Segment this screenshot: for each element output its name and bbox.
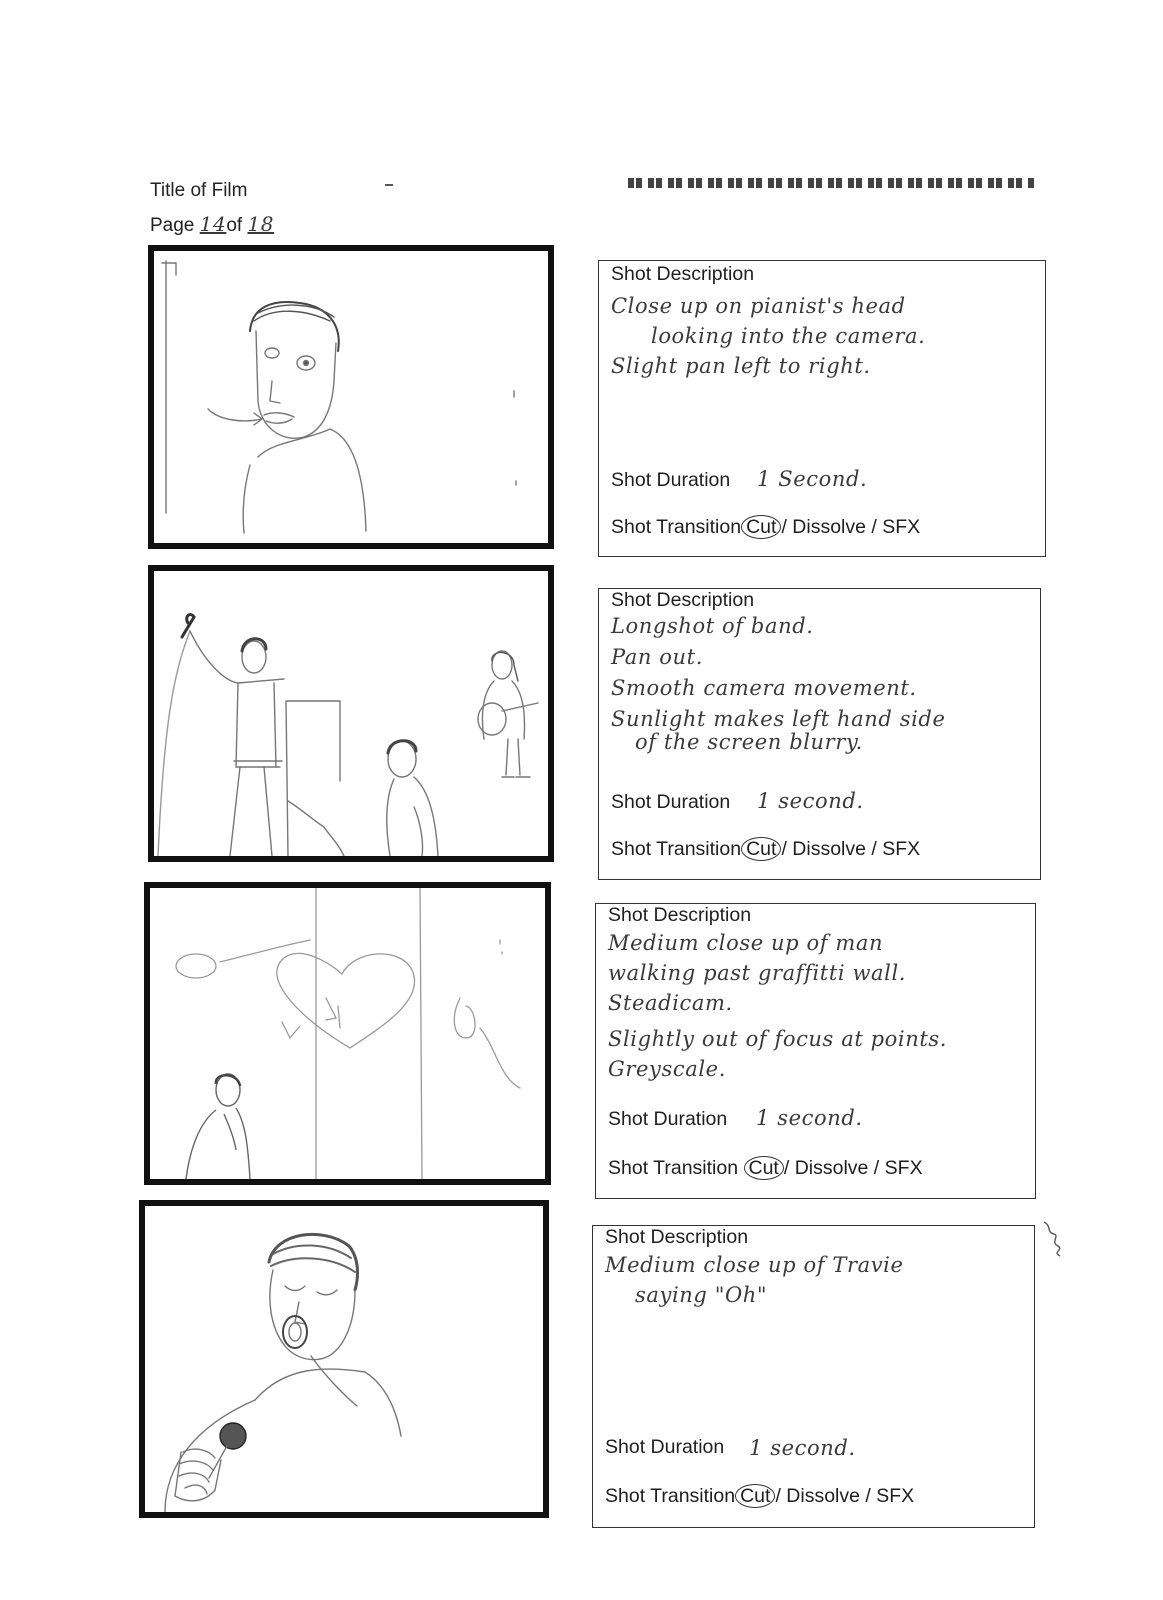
header-rule (385, 184, 393, 186)
shot-description-label: Shot Description (608, 904, 752, 926)
shot-transition: Shot Transition Cut / Dissolve / SFX (605, 1485, 915, 1507)
transition-option-dissolve[interactable]: Dissolve (786, 1485, 860, 1507)
shot-4-frame (139, 1200, 549, 1518)
transition-option-sfx[interactable]: SFX (884, 1157, 923, 1179)
page-total: 18 (247, 212, 275, 236)
description-line: Pan out. (611, 645, 703, 669)
description-line: saying "Oh" (635, 1283, 768, 1307)
transition-option-cut[interactable]: Cut (741, 515, 781, 539)
shot-1-frame (148, 245, 554, 549)
graffiti-wall-sketch (150, 888, 545, 1179)
shot-description-text (605, 1250, 1026, 1310)
description-line: Slight pan left to right. (611, 354, 871, 378)
shot-description-text (608, 928, 1027, 1084)
shot-1-details (598, 260, 1046, 557)
description-line: of the screen blurry. (635, 730, 863, 754)
transition-option-cut[interactable]: Cut (744, 1156, 784, 1180)
shot-2-frame (148, 565, 554, 862)
shot-duration-label: Shot Duration (611, 469, 731, 491)
shot-duration-label: Shot Duration (608, 1108, 728, 1130)
description-line: Medium close up of Travie (605, 1253, 904, 1277)
transition-option-dissolve[interactable]: Dissolve (792, 516, 866, 538)
shot-description-text (611, 291, 1037, 381)
description-line: walking past graffitti wall. (608, 961, 907, 985)
shot-duration-value: 1 second. (749, 1436, 856, 1460)
shot-duration-label: Shot Duration (611, 791, 731, 813)
shot-transition-label: Shot Transition (611, 516, 742, 538)
transition-option-sfx[interactable]: SFX (882, 838, 921, 860)
shot-transition: Shot Transition Cut / Dissolve / SFX (608, 1157, 923, 1179)
page-of-label: of (226, 215, 243, 236)
transition-option-cut[interactable]: Cut (735, 1484, 775, 1508)
shot-duration-value: 1 Second. (757, 467, 868, 491)
shot-duration-label: Shot Duration (605, 1436, 725, 1458)
transition-option-sfx[interactable]: SFX (876, 1485, 915, 1507)
shot-transition-label: Shot Transition (611, 838, 742, 860)
shot-description-label: Shot Description (611, 589, 755, 611)
description-line: looking into the camera. (651, 324, 926, 348)
description-line: Steadicam. (608, 991, 733, 1015)
page-indicator (150, 212, 274, 237)
description-line: Slightly out of focus at points. (608, 1027, 948, 1051)
description-line: Medium close up of man (608, 931, 884, 955)
transition-option-sfx[interactable]: SFX (882, 516, 921, 538)
margin-scribble (1038, 1218, 1068, 1258)
description-line: Close up on pianist's head (611, 294, 906, 318)
shot-4-details (592, 1225, 1035, 1528)
page-label: Page (150, 215, 195, 236)
transition-option-dissolve[interactable]: Dissolve (794, 1157, 869, 1179)
shot-transition: Shot Transition Cut / Dissolve / SFX (611, 838, 921, 860)
shot-description-label: Shot Description (611, 263, 755, 285)
singer-microphone-sketch (145, 1206, 543, 1512)
description-line: Greyscale. (608, 1057, 726, 1081)
shot-duration-value: 1 second. (756, 1106, 863, 1130)
shot-description-text (611, 611, 1032, 758)
shot-description-label: Shot Description (605, 1226, 749, 1248)
transition-option-dissolve[interactable]: Dissolve (792, 838, 866, 860)
film-title-label: Title of Film (150, 180, 248, 201)
shot-3-frame (144, 882, 551, 1185)
shot-transition-label: Shot Transition (608, 1157, 739, 1179)
page-number: 14 (199, 212, 227, 236)
shot-duration-value: 1 second. (757, 789, 864, 813)
shot-transition-label: Shot Transition (605, 1485, 736, 1507)
pianist-head-sketch (154, 251, 548, 543)
cropped-header-text (628, 178, 1036, 188)
description-line: Smooth camera movement. (611, 676, 917, 700)
description-line: Longshot of band. (611, 614, 814, 638)
description-line: Sunlight makes left hand side (611, 707, 946, 731)
shot-3-details (595, 903, 1036, 1199)
band-longshot-sketch (154, 571, 548, 856)
shot-2-details (598, 588, 1041, 880)
transition-option-cut[interactable]: Cut (741, 837, 781, 861)
shot-transition: Shot Transition Cut / Dissolve / SFX (611, 516, 921, 538)
